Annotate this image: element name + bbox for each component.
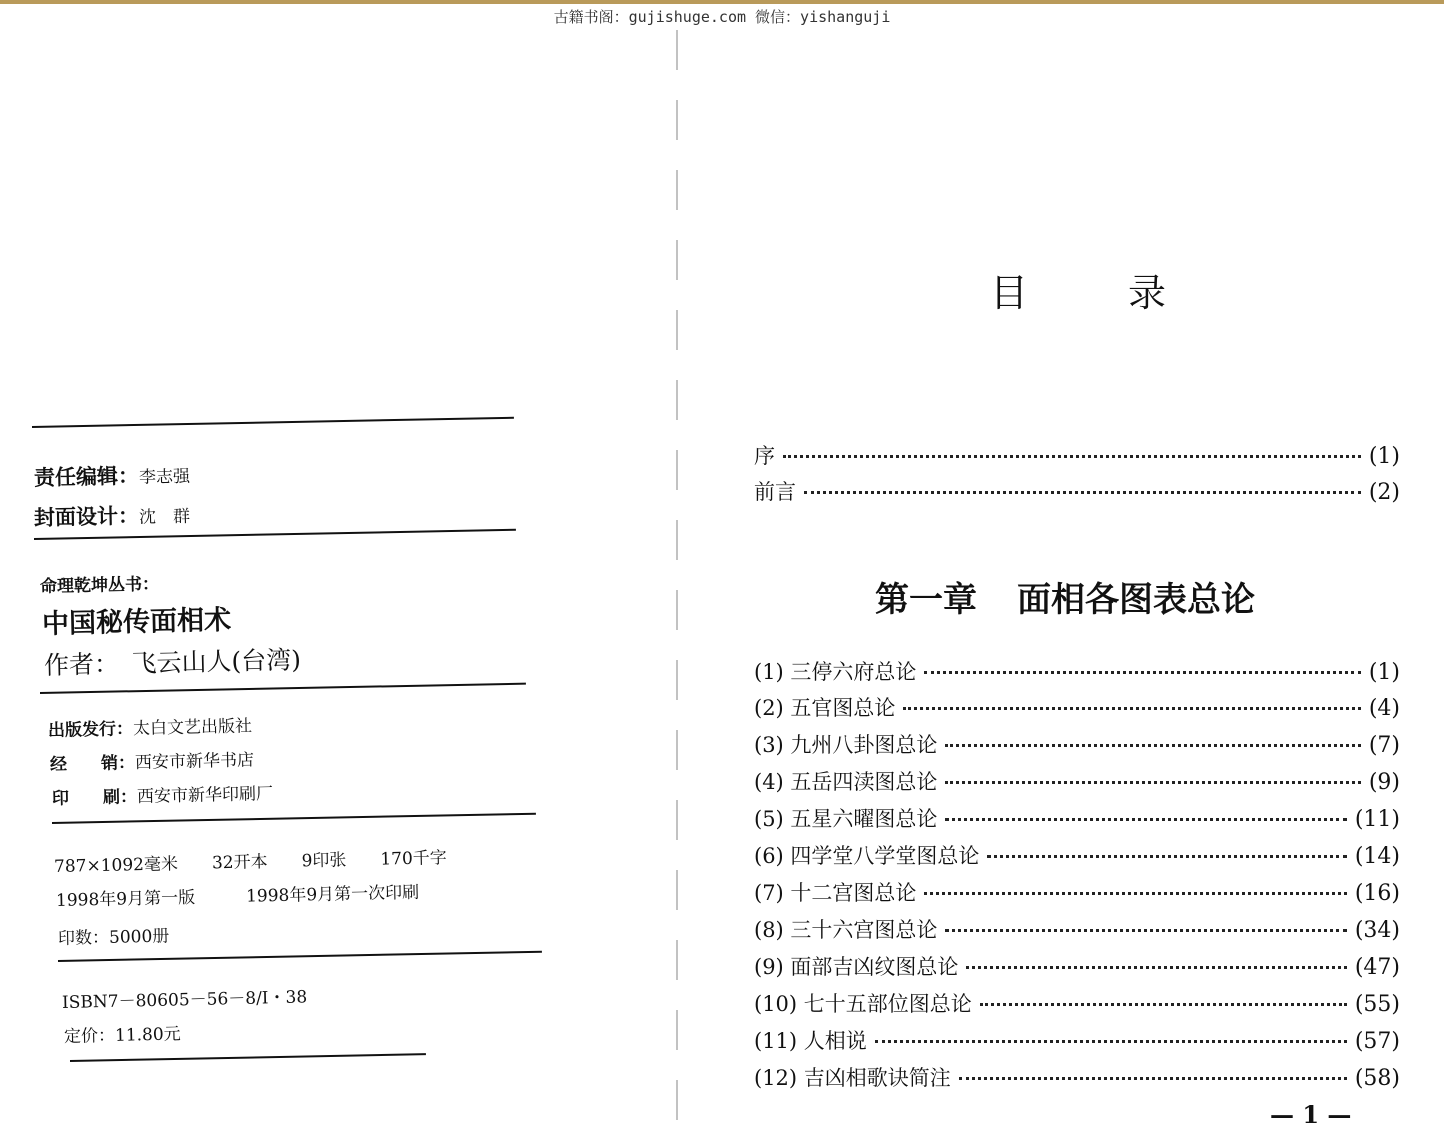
cover-design-line — [34, 499, 191, 532]
toc-entry-label: (5) 五星六曜图总论 — [754, 807, 938, 831]
distributor-label: 经 销： — [49, 753, 136, 775]
colophon-page — [0, 0, 676, 1135]
toc-entry — [754, 877, 1400, 907]
leader-dots — [924, 671, 1360, 674]
toc-entry-label: (9) 面部吉凶纹图总论 — [754, 955, 959, 979]
leader-dots — [987, 855, 1346, 858]
book-specs: 787×1092毫米 32开本 9印张 170千字 — [53, 848, 448, 877]
print-run: 印数：5000册 — [57, 926, 170, 949]
leader-dots — [945, 929, 1346, 932]
publisher-label: 出版发行： — [47, 719, 134, 741]
toc-entry-label: (12) 吉凶相歌诀简注 — [754, 1066, 951, 1090]
toc-entry-page: (34) — [1354, 918, 1400, 943]
chapter-title: 面相各图表总论 — [1017, 580, 1255, 620]
chapter-heading — [875, 572, 1255, 621]
toc-entry — [754, 656, 1400, 686]
leader-dots — [924, 892, 1346, 895]
cover-design-label: 封面设计： — [33, 503, 140, 530]
toc-entry-label: (10) 七十五部位图总论 — [754, 992, 972, 1016]
toc-entry-page: (58) — [1354, 1066, 1400, 1091]
editor-name: 李志强 — [138, 466, 191, 488]
toc-entry-label: 序 — [754, 444, 775, 468]
leader-dots — [903, 707, 1360, 710]
leader-dots — [980, 1003, 1347, 1006]
printer-name: 西安市新华印刷厂 — [136, 783, 274, 808]
toc-entry — [754, 729, 1400, 759]
toc-entry — [754, 1025, 1400, 1055]
toc-entry — [754, 440, 1400, 470]
isbn: ISBN7－80605－56－8/I・38 — [61, 987, 308, 1013]
toc-entry-label: (8) 三十六宫图总论 — [754, 918, 938, 942]
contents-title: 目录 — [990, 271, 1267, 315]
toc-entry-label: 前言 — [754, 480, 796, 504]
leader-dots — [875, 1040, 1347, 1043]
editor-line — [34, 459, 191, 492]
toc-entry — [754, 803, 1400, 833]
toc-entry — [754, 988, 1400, 1018]
leader-dots — [804, 491, 1361, 494]
toc-entry-page: (4) — [1368, 696, 1400, 721]
toc-entry-page: (1) — [1368, 444, 1400, 469]
toc-entry-label: (1) 三停六府总论 — [754, 660, 917, 684]
book-gutter — [676, 30, 678, 1130]
colophon-rule — [40, 683, 526, 694]
toc-entry-page: (14) — [1354, 844, 1400, 869]
colophon-rule — [32, 417, 514, 428]
leader-dots — [783, 455, 1361, 458]
leader-dots — [945, 744, 1360, 747]
toc-entry — [754, 692, 1400, 722]
toc-entry — [754, 951, 1400, 981]
price: 定价：11.80元 — [63, 1024, 181, 1047]
toc-entry — [754, 766, 1400, 796]
toc-entry-page: (11) — [1354, 807, 1400, 832]
leader-dots — [945, 818, 1346, 821]
colophon-rule — [58, 951, 542, 962]
printer-line — [52, 779, 274, 809]
page-number: — 1 — — [1270, 1100, 1352, 1129]
toc-entry-label: (7) 十二宫图总论 — [754, 881, 917, 905]
distributor-name: 西安市新华书店 — [134, 750, 255, 774]
toc-entry-page: (47) — [1354, 955, 1400, 980]
colophon-rule — [70, 1053, 426, 1062]
toc-entry — [754, 914, 1400, 944]
toc-entry-page: (7) — [1368, 733, 1400, 758]
book-title: 中国秘传面相术 — [41, 604, 232, 640]
toc-entry — [754, 840, 1400, 870]
leader-dots — [959, 1077, 1347, 1080]
editor-label: 责任编辑： — [33, 463, 140, 490]
edition-info: 1998年9月第一版 1998年9月第一次印刷 — [55, 882, 420, 911]
toc-entry-label: (3) 九州八卦图总论 — [754, 733, 938, 757]
cover-design-name: 沈 群 — [138, 506, 191, 528]
leader-dots — [945, 781, 1360, 784]
publisher-name: 太白文艺出版社 — [132, 716, 253, 740]
toc-entry-label: (11) 人相说 — [754, 1029, 867, 1053]
contents-page — [680, 0, 1444, 1135]
distributor-line — [50, 745, 255, 775]
toc-entry-page: (2) — [1368, 480, 1400, 505]
leader-dots — [966, 966, 1346, 969]
watermark: 古籍书阁：gujishuge.com 微信：yishanguji — [553, 8, 891, 26]
colophon-rule — [52, 813, 536, 824]
toc-entry-page: (57) — [1354, 1029, 1400, 1054]
chapter-number: 第一章 — [875, 580, 977, 620]
toc-entry — [754, 1062, 1400, 1092]
toc-entry-label: (6) 四学堂八学堂图总论 — [754, 844, 980, 868]
series-name: 命理乾坤丛书： — [39, 574, 160, 597]
toc-entry — [754, 476, 1400, 506]
author-line: 作者： 飞云山人(台湾) — [43, 645, 302, 680]
toc-entry-label: (4) 五岳四渎图总论 — [754, 770, 938, 794]
toc-entry-label: (2) 五官图总论 — [754, 696, 896, 720]
toc-entry-page: (55) — [1354, 992, 1400, 1017]
toc-entry-page: (1) — [1368, 660, 1400, 685]
printer-label: 印 刷： — [51, 787, 138, 809]
toc-entry-page: (9) — [1368, 770, 1400, 795]
toc-entry-page: (16) — [1354, 881, 1400, 906]
publisher-line — [48, 711, 253, 741]
